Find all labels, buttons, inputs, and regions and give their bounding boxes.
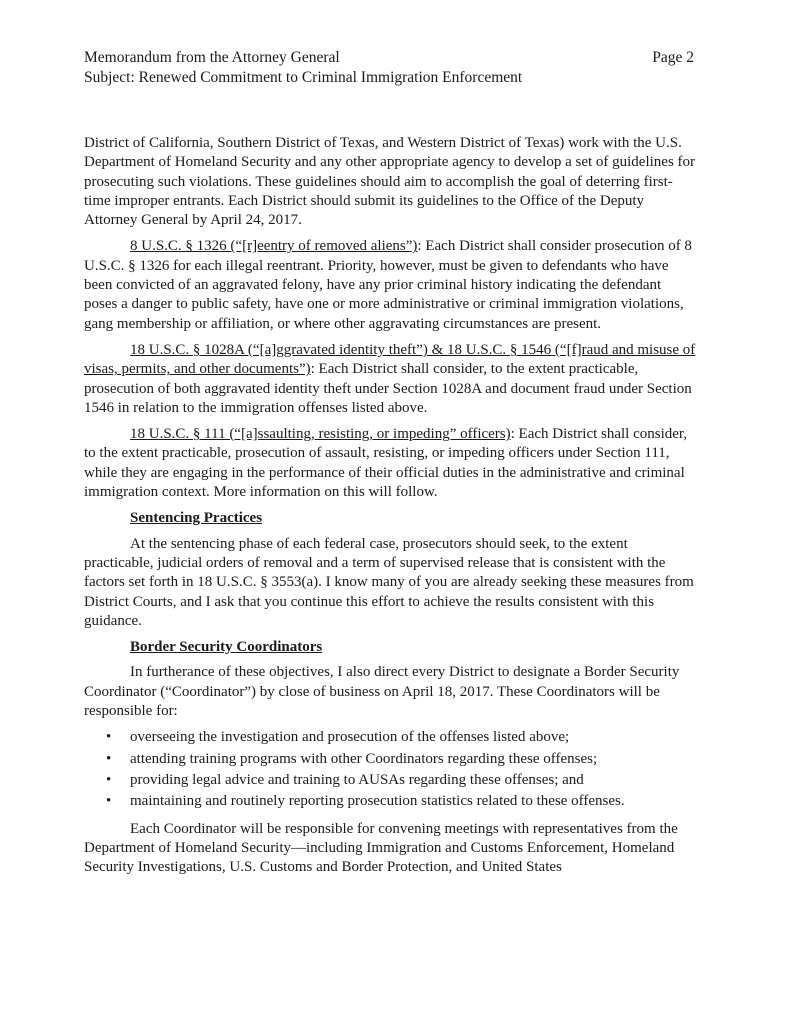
bullet-icon: • xyxy=(106,729,112,746)
list-item: • providing legal advice and training to AUSAs regarding these offenses; and xyxy=(106,771,698,790)
document-body xyxy=(84,134,698,884)
statute-heading-1326: 8 U.S.C. § 1326 (“[r]eentry of removed aliens”) xyxy=(130,238,418,255)
paragraph-district-guidelines: District of California, Southern District of Texas, and Western District of Texas) work with the U.S. Department of Homeland Security and any other appropriate agency to develop a set of guidelines for prosecuting such violations. These guidelines should aim to accomplish the goal of deterring first-time improper entrants. Each District should submit its guidelines to the Office of the Deputy Attorney General by April 24, 2017. xyxy=(84,135,696,229)
header-subject-line: Subject: Renewed Commitment to Criminal Immigration Enforcement xyxy=(84,69,523,86)
paragraph-identity-theft-text: : Each District shall consider, to the extent practicable, prosecution of both aggravated identity theft under Section 1028A and document fraud under Section 1546 in relation to the immigration offenses listed above. xyxy=(84,361,692,416)
bullet-icon: • xyxy=(106,793,112,810)
bullet-icon: • xyxy=(106,771,112,788)
page-number: Page 2 xyxy=(652,49,694,66)
list-item: • maintaining and routinely reporting prosecution statistics related to these offenses. xyxy=(106,792,698,811)
paragraph-coordinators: In furtherance of these objectives, I also direct every District to designate a Border Security Coordinator (“Coordinator”) by close of business on April 18, 2017. These Coordinators will be responsible for: xyxy=(84,664,680,720)
paragraph-assault xyxy=(84,425,698,502)
section-heading-sentencing: Sentencing Practices xyxy=(130,510,263,527)
header-memo-line: Memorandum from the Attorney General xyxy=(84,49,340,66)
list-item: • attending training programs with other Coordinators regarding these offenses; xyxy=(106,750,698,769)
responsibility-list xyxy=(84,728,698,811)
statute-heading-1028a-1546: 18 U.S.C. § 1028A (“[a]ggravated identity theft”) & 18 U.S.C. § 1546 (“[f]raud and misuse of visas, permits, and other documents”) xyxy=(84,341,696,378)
paragraph-identity-theft xyxy=(84,341,698,418)
paragraph-assault-text: : Each District shall consider, to the extent practicable, prosecution of assault, resisting, or impeding officers under Section 111, while they are engaging in the performance of their official duties in the administrative and criminal immigration context. More information on this will follow. xyxy=(84,426,688,501)
list-item: • overseeing the investigation and prosecution of the offenses listed above; xyxy=(106,728,698,747)
statute-heading-111: 18 U.S.C. § 111 (“[a]ssaulting, resisting, or impeding” officers) xyxy=(130,426,511,443)
paragraph-sentencing: At the sentencing phase of each federal case, prosecutors should seek, to the extent practicable, judicial orders of removal and a term of supervised release that is consistent with the factors set forth in 18 U.S.C. § 3553(a). I know many of you are already seeking these measures from District Courts, and I ask that you continue this effort to achieve the results consistent with this guidance. xyxy=(84,535,694,629)
paragraph-reentry xyxy=(84,237,698,333)
section-heading-coordinators: Border Security Coordinators xyxy=(130,639,323,656)
paragraph-reentry-text: : Each District shall consider prosecution of 8 U.S.C. § 1326 for each illegal reentrant. Priority, however, must be given to defendants who have been convicted of an aggravated felony, have any prior criminal history indicating the defendant poses a danger to public safety, have one or more administrative or criminal immigration violations, gang membership or affiliation, or where other aggravating circumstances are present. xyxy=(84,238,692,332)
paragraph-meetings: Each Coordinator will be responsible for convening meetings with representatives from the Department of Homeland Security—including Immigration and Customs Enforcement, Homeland Security Investigations, U.S. Customs and Border Protection, and United States xyxy=(84,820,678,876)
bullet-icon: • xyxy=(106,750,112,767)
page-header xyxy=(84,48,694,88)
